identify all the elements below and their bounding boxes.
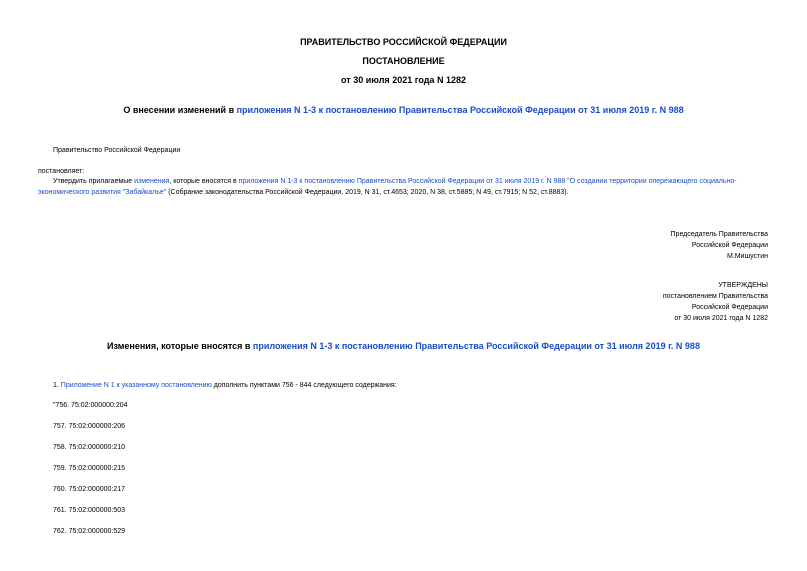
decrees-line: постановляет: — [38, 168, 85, 175]
appendix-1-link[interactable]: Приложение N 1 к указанному постановлению — [60, 382, 212, 389]
changes-title — [0, 341, 807, 351]
item-1 — [53, 381, 397, 390]
list-item: 759. 75:02:000000:215 — [53, 465, 126, 472]
approved-block — [663, 280, 768, 324]
changes-title-prefix: Изменения, которые вносятся в — [107, 341, 253, 351]
changes-link[interactable]: изменения — [134, 178, 170, 185]
document-date: от 30 июля 2021 года N 1282 — [341, 75, 466, 85]
approved-line-2: постановлением Правительства — [662, 293, 768, 300]
signature-block — [671, 229, 768, 262]
approved-line-4: от 30 июля 2021 года N 1282 — [674, 315, 768, 322]
signature-position: Председатель Правительства — [670, 231, 768, 238]
document-title — [0, 105, 807, 115]
government-line: Правительство Российской Федерации — [53, 147, 181, 154]
approved-heading: УТВЕРЖДЕНЫ — [718, 282, 768, 289]
list-item: 757. 75:02:000000:206 — [53, 423, 126, 430]
para-text-3: (Собрание законодательства Российской Федерации, 2019, N 31, ст.4653; 2020, N 38, ст.5885; N 49, ст.7915; N 52, ст.8883). — [166, 189, 569, 196]
government-heading: ПРАВИТЕЛЬСТВО РОССИЙСКОЙ ФЕДЕРАЦИИ — [300, 37, 507, 47]
item-1-text: дополнить пунктами 756 - 844 следующего содержания: — [211, 382, 397, 389]
decision-paragraph — [38, 176, 773, 198]
changes-title-link[interactable]: приложения N 1-3 к постановлению Правительства Российской Федерации от 31 июля 2019 г. N 988 — [252, 341, 700, 351]
list-item: 761. 75:02:000000:503 — [53, 507, 126, 514]
signature-position-2: Российской Федерации — [691, 242, 768, 249]
decree-988-link[interactable]: приложения N 1-3 к постановлению Правительства Российской Федерации от 31 июля 2019 г. N 988 "О создании территории опережающего социально-экономического развития "Забайкалье" — [38, 178, 737, 196]
list-item: "756. 75:02:000000:204 — [53, 402, 128, 409]
document-title-prefix: О внесении изменений в — [123, 105, 237, 115]
para-text-1: Утвердить прилагаемые — [53, 178, 135, 185]
item-1-number: 1. — [53, 382, 61, 389]
document-type: ПОСТАНОВЛЕНИЕ — [362, 56, 445, 66]
approved-line-3: Российской Федерации — [691, 304, 768, 311]
title-amended-link[interactable]: приложения N 1-3 к постановлению Правительства Российской Федерации от 31 июля 2019 г. N 988 — [236, 105, 684, 115]
list-item: 760. 75:02:000000:217 — [53, 486, 126, 493]
para-text-2: , которые вносятся в — [169, 178, 239, 185]
list-item: 762. 75:02:000000:529 — [53, 528, 126, 535]
signature-name: М.Мишустин — [726, 253, 768, 260]
list-item: 758. 75:02:000000:210 — [53, 444, 126, 451]
